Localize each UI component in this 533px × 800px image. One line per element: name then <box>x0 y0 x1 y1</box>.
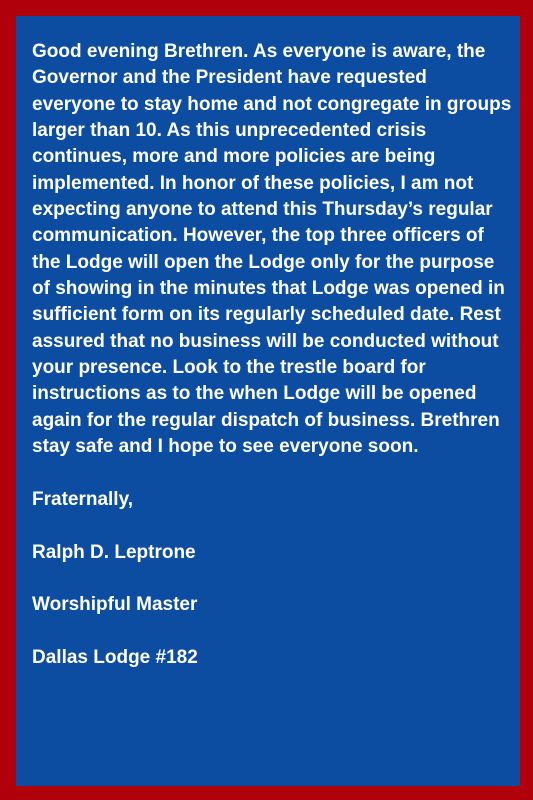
signature-lodge: Dallas Lodge #182 <box>32 646 198 668</box>
letter <box>32 39 512 671</box>
signature-title: Worshipful Master <box>32 594 198 616</box>
letter-body: Good evening Brethren. As everyone is aware, the Governor and the President have requested everyone to stay home and not congregate in groups larger than 10. As this unprecedented crisis continues, more and more policies are being implemented. In honor of these policies, I am not expecting anyone to attend this Thursday’s regular communication. However, the top three officers of the Lodge will open the Lodge only for the purpose of showing in the minutes that Lodge was opened in sufficient form on its regularly scheduled date. Rest assured that no business will be conducted without your presence. Look to the trestle board for instructions as to the when Lodge will be opened again for the regular dispatch of business. Brethren stay safe and I hope to see everyone soon. <box>32 41 512 458</box>
blue-letter-panel <box>16 16 520 786</box>
signature-name: Ralph D. Leptrone <box>32 541 196 563</box>
letter-closing: Fraternally, <box>32 488 134 510</box>
